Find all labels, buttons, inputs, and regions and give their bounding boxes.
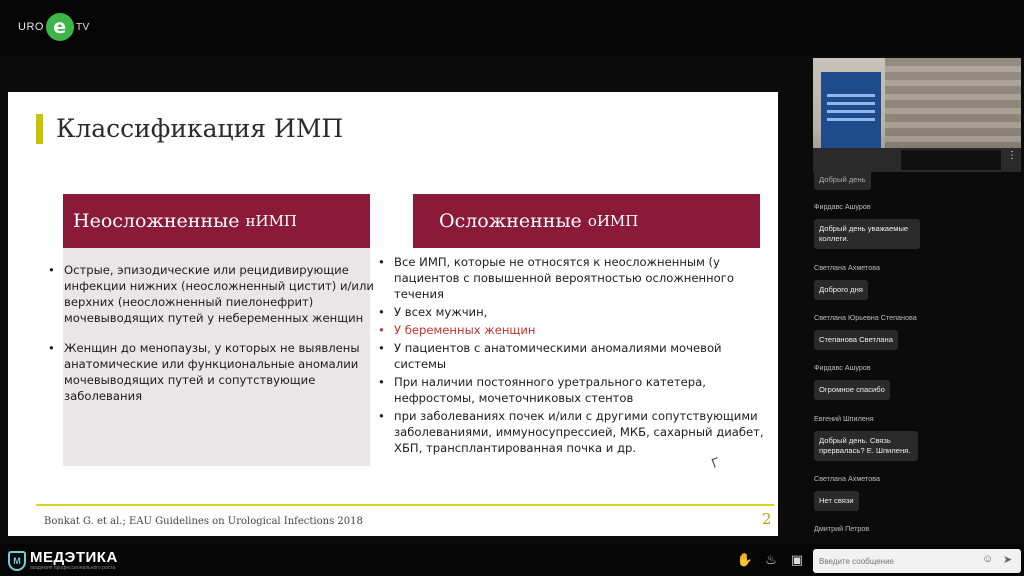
uncomplicated-header-text: Неосложненные [73, 210, 240, 232]
list-item: • Острые, эпизодические или рецидивирующие инфекции нижних (неосложненный цистит) и/или верхних (неосложненный пиелонефрит) мочевыводящих путей у небеременных женщин [46, 262, 376, 326]
chat-author: Фирдавс Ашуров [814, 363, 871, 372]
chat-message: Добрый день [814, 172, 871, 190]
chat-message: Доброго дня [814, 280, 868, 300]
top-bar [0, 0, 1024, 56]
chat-message: Добрый день уважаемые коллеги. [814, 219, 920, 249]
chat-panel[interactable] [808, 172, 1024, 542]
list-item: • при заболеваниях почек и/или с другими сопутствующими заболеваниями, иммуносупрессией, МКБ, сахарный диабет, ХБП, трансплантированная почка и др. [376, 408, 776, 456]
uncomplicated-header [63, 194, 370, 248]
urotv-logo [18, 12, 90, 42]
brand-name: МЕДЭТИКА [30, 549, 118, 566]
slide [8, 92, 778, 536]
chat-author: Светлана Юрьевна Степанова [814, 313, 917, 322]
chat-message: Добрый день. Связь прервалась? Е. Шпиленя. [814, 431, 918, 461]
logo-text-tv: TV [75, 21, 90, 33]
uncomplicated-header-abbr: нИМП [245, 212, 298, 230]
list-item-highlight: • У беременных женщин [376, 322, 776, 338]
list-item: • При наличии постоянного уретрального катетера, нефростомы, мочеточниковых стентов [376, 374, 776, 406]
brand-tagline: академия профессионального роста [30, 565, 116, 571]
speaker-video[interactable] [813, 58, 1021, 172]
list-item: • Женщин до менопаузы, у которых не выявлены анатомические или функциональные аномалии мочевыводящих путей и сопутствующие заболевания [46, 340, 376, 404]
raise-hand-icon[interactable]: ✋ [736, 552, 754, 568]
citation: Bonkat G. et al.; EAU Guidelines on Urological Infections 2018 [44, 516, 363, 527]
presentation-area [0, 56, 808, 544]
footer-divider [36, 504, 774, 506]
logo-e-circle: e [46, 13, 74, 41]
complicated-list [376, 254, 776, 458]
chat-author: Светлана Ахметова [814, 263, 881, 272]
logo-text-uro: URO [18, 21, 44, 33]
list-item: • Все ИМП, которые не относятся к неосложненным (у пациентов с повышенной вероятностью осложненного течения [376, 254, 776, 302]
chat-author: Дмитрий Петров [814, 524, 870, 533]
flame-icon[interactable]: ♨ [765, 552, 777, 568]
title-accent-bar [36, 114, 43, 144]
list-item: • У всех мужчин, [376, 304, 776, 320]
video-monitor [901, 150, 1001, 170]
complicated-header-text: Осложненные [439, 210, 582, 232]
shield-icon: M [8, 551, 26, 571]
chat-message: Степанова Светлана [814, 330, 898, 350]
chat-author: Фирдавс Ашуров [814, 202, 871, 211]
list-item: • У пациентов с анатомическими аномалиями мочевой системы [376, 340, 776, 372]
picture-in-picture-icon[interactable]: ▣ [790, 552, 804, 568]
chat-author: Светлана Ахметова [814, 474, 881, 483]
uncomplicated-list [46, 262, 376, 418]
emoji-icon[interactable]: ☺ [982, 553, 994, 565]
medetika-logo [8, 550, 118, 571]
complicated-header-abbr: оИМП [587, 212, 639, 230]
complicated-header [413, 194, 760, 248]
video-more-icon[interactable]: ⋮ [1007, 150, 1017, 161]
chat-message: Нет связи [814, 491, 859, 511]
chat-message: Огромное спасибо [814, 380, 890, 400]
slide-title: Классификация ИМП [56, 114, 344, 143]
send-icon[interactable]: ➤ [1003, 554, 1013, 566]
chat-author: Евгений Шпиленя [814, 414, 874, 423]
page-number: 2 [762, 510, 772, 528]
